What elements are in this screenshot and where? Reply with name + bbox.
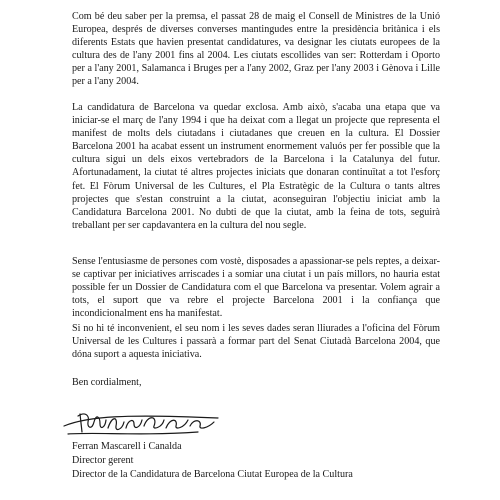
paragraph-designation-news: Com bé deu saber per la premsa, el passat 28 de maig el Consell de Ministres de la Unió Europea, després de diverses converses mantingudes entre la presidència britànica i els diferents Estats que havien presentat candidatures, va designar les ciutats europees de la cultura des de l'any 2001 fins al 2004. Les ciutats escollides van ser: Rotterdam i Oporto per a l'any 2001, Salamanca i Bruges per a l'any 2002, Graz per l'any 2003 i Gènova i Lille per a l'any 2004. [72, 11, 440, 88]
signatory-name: Ferran Mascarell i Canalda [72, 441, 182, 452]
signatory-title: Director de la Candidatura de Barcelona Ciutat Europea de la Cultura [72, 469, 353, 480]
closing-salutation: Ben cordialment, [72, 377, 142, 388]
signatory-role: Director gerent [72, 455, 134, 466]
paragraph-candidacy-excluded: La candidatura de Barcelona va quedar exclosa. Amb això, s'acaba una etapa que va iniciar-se el març de l'any 1994 i que ha deixat com a llegat un projecte que representa el manifest de molts dels ciutadans i ciutadanes que creuen en la cultura. El Dossier Barcelona 2001 ha acabat essent un instrument enormement valuós per fer possible que la cultura sigui un dels eixos vertebradors de la Barcelona i la Catalunya del futur. Afortunadament, la ciutat té altres projectes iniciats que donaran continuïtat a tot l'esforç fet. El Fòrum Universal de les Cultures, el Pla Estratègic de la Cultura o tants altres projectes que s'estan construint a la ciutat, aconseguiran l'objectiu iniciat amb la Candidatura Barcelona 2001. No dubti de que la ciutat, amb la feina de tots, seguirà treballant per ser capdavantera en la cultura del nou segle. [72, 102, 440, 231]
paragraph-senate-data: Si no hi té inconvenient, el seu nom i les seves dades seran lliurades a l'oficina del Fòrum Universal de les Cultures i passarà a formar part del Senat Ciutadà Barcelona 2004, que dóna suport a aquesta iniciativa. [72, 323, 440, 361]
handwritten-signature [58, 402, 228, 442]
paragraph-thanks: Sense l'entusiasme de persones com vostè, disposades a apassionar-se pels reptes, a deixar-se captivar per iniciatives arriscades i a somiar una ciutat i un país millors, no hauria estat possible fer un Dossier de Candidatura com el que Barcelona va presentar. Volem agrair a tots, el suport que va rebre el projecte Barcelona 2001 i la confiança que incondicionalment ens ha manifestat. [72, 256, 440, 320]
